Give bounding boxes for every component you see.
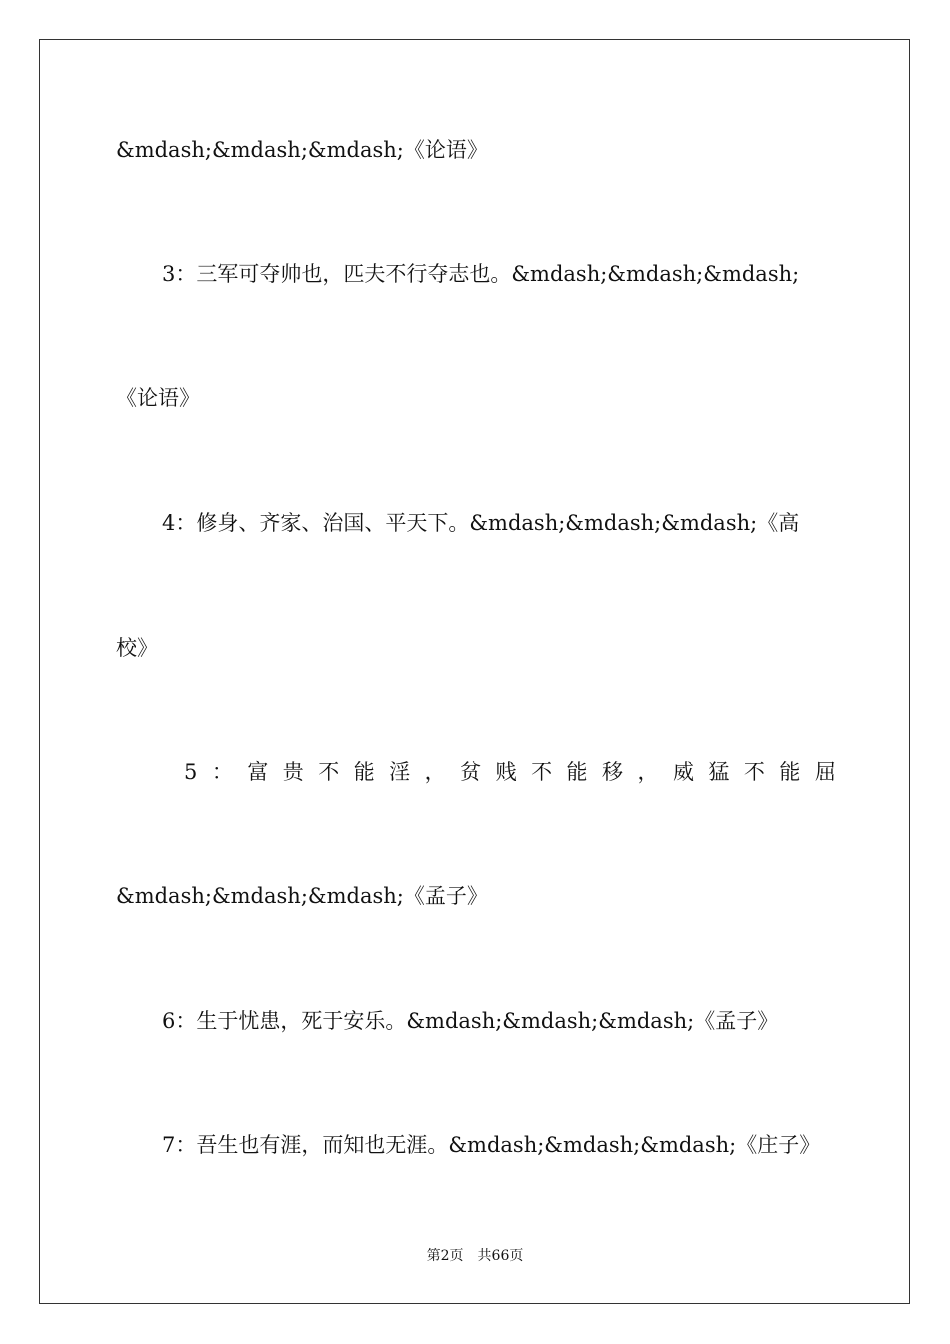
spread-char: 能 bbox=[566, 760, 588, 784]
spread-char: ， bbox=[637, 760, 659, 784]
text-line-4: 4：修身、齐家、治国、平天下。&mdash;&mdash;&mdash;《高 bbox=[162, 511, 800, 535]
page-footer: 第2页 共66页 bbox=[426, 1248, 524, 1264]
spread-char: 贱 bbox=[495, 760, 517, 784]
spread-char: 不 bbox=[531, 760, 553, 784]
spread-char: 不 bbox=[318, 760, 340, 784]
spread-char: 能 bbox=[779, 760, 801, 784]
spread-char: 移 bbox=[602, 760, 623, 784]
text-line-1: &mdash;&mdash;&mdash;《论语》 bbox=[116, 138, 488, 162]
spread-char: 贫 bbox=[460, 760, 482, 784]
text-line-6 bbox=[184, 758, 836, 786]
text-line-3: 《论语》 bbox=[116, 386, 200, 410]
spread-char: 富 bbox=[247, 760, 269, 784]
spread-char: ， bbox=[424, 760, 446, 784]
spread-char: 猛 bbox=[708, 760, 730, 784]
spread-char: 不 bbox=[743, 760, 765, 784]
spread-char: 能 bbox=[353, 760, 375, 784]
text-line-7: &mdash;&mdash;&mdash;《孟子》 bbox=[116, 884, 488, 908]
spread-char: 贵 bbox=[282, 760, 304, 784]
spread-char: 淫 bbox=[389, 760, 411, 784]
text-line-2: 3：三军可夺帅也，匹夫不行夺志也。&mdash;&mdash;&mdash; bbox=[162, 262, 800, 286]
text-line-5: 校》 bbox=[116, 636, 158, 660]
text-line-8: 6：生于忧患，死于安乐。&mdash;&mdash;&mdash;《孟子》 bbox=[162, 1009, 779, 1033]
text-line-9: 7：吾生也有涯，而知也无涯。&mdash;&mdash;&mdash;《庄子》 bbox=[162, 1133, 821, 1157]
spread-char: ： bbox=[211, 760, 233, 784]
spread-char: 威 bbox=[672, 760, 694, 784]
page-border bbox=[39, 39, 910, 1304]
spread-char: 5 bbox=[184, 760, 198, 784]
spread-char: 屈 bbox=[814, 760, 836, 784]
